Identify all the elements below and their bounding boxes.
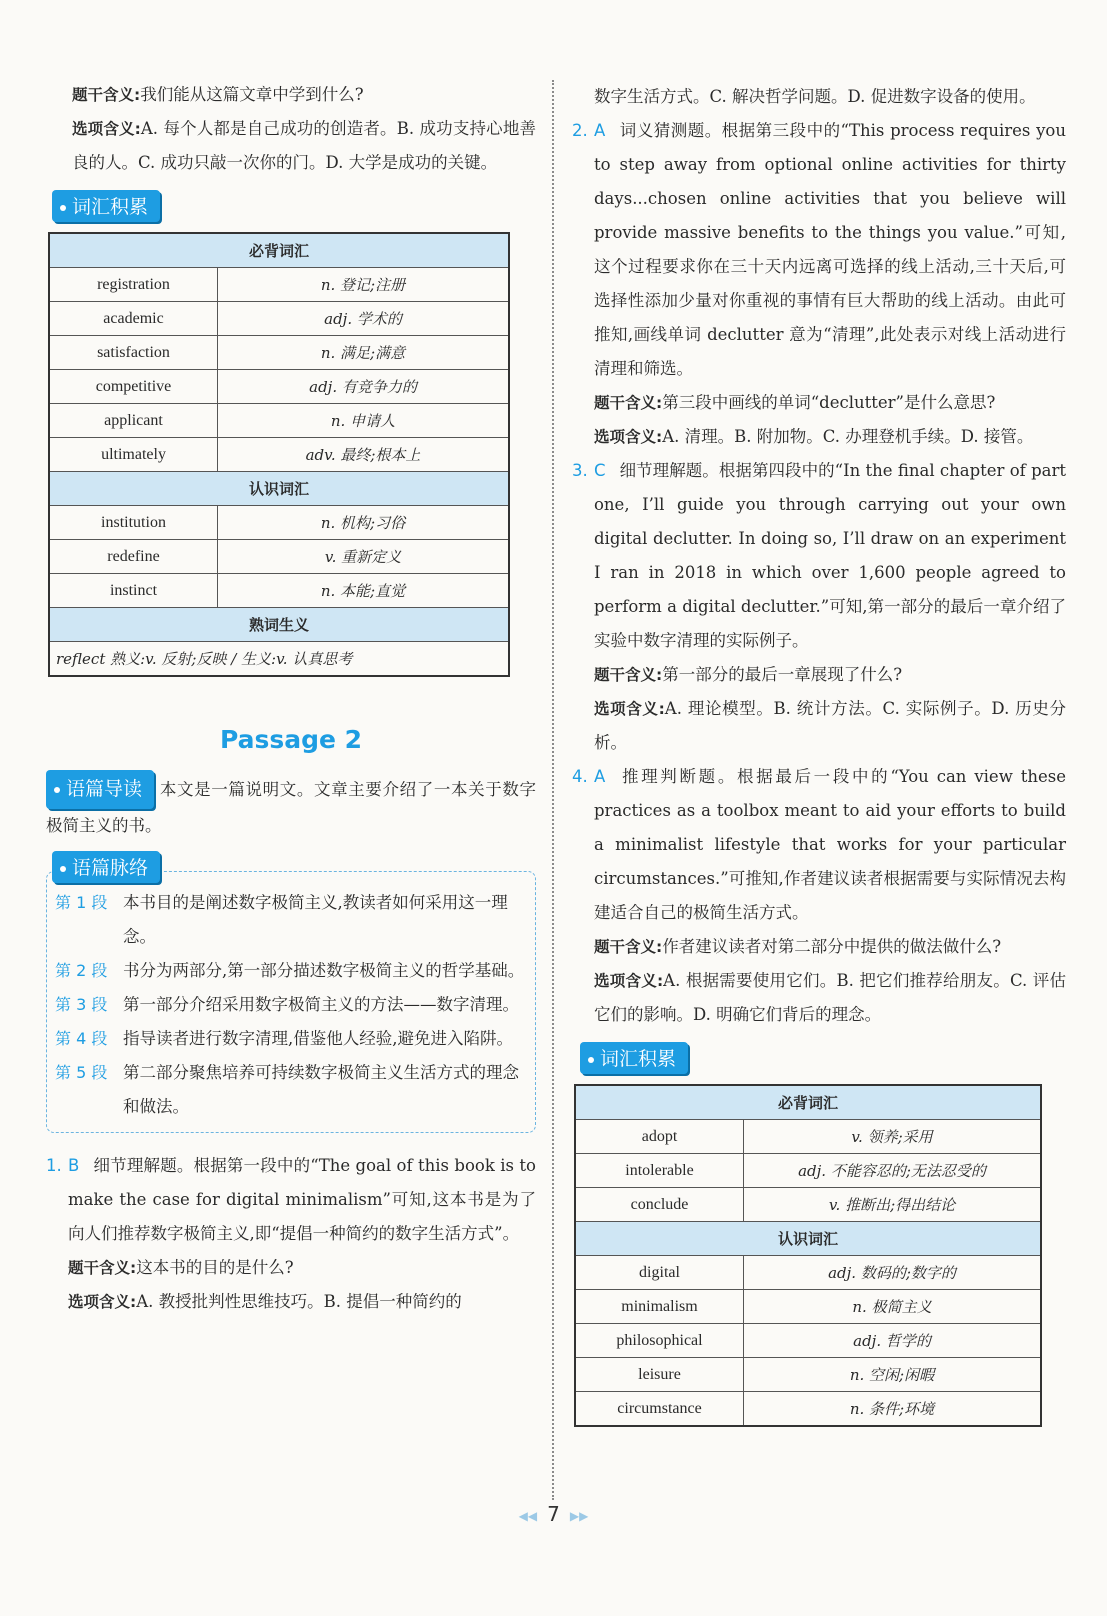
structure-box [46, 871, 536, 1133]
table-row: redefine v. 重新定义 [49, 540, 509, 574]
q3-stem: 题干含义:第一部分的最后一章展现了什么? [594, 665, 903, 684]
q4-explanation: 4. A 推理判断题。根据最后一段中的“You can view these practices as a toolbox meant to aid your efforts to build a minimalist lifestyle that works for your particular circumstances.”可推知,作者建议读者根据需要与实际情况去构建适合自己的极简生活方式。 [572, 767, 1066, 922]
q1-stem: 题干含义:这本书的目的是什么? [68, 1258, 294, 1277]
vocab-header-1: 词汇积累 [52, 190, 536, 222]
q2-options: 选项含义:A. 清理。B. 附加物。C. 办理登机手续。D. 接管。 [594, 427, 1034, 446]
left-column [46, 0, 536, 1319]
q1-options: 选项含义:A. 教授批判性思维技巧。B. 提倡一种简约的 [68, 1292, 462, 1311]
table-row: satisfaction n. 满足;满意 [49, 336, 509, 370]
table-row: intolerable adj. 不能容忍的;无法忍受的 [575, 1154, 1041, 1188]
structure-header: 语篇脉络 [52, 851, 536, 883]
section-must: 必背词汇 [49, 233, 509, 268]
table-row: leisure n. 空闲;闲暇 [575, 1358, 1041, 1392]
prev-arrow-icon: ◀◀ [518, 1508, 538, 1523]
section-recognize: 认识词汇 [575, 1222, 1041, 1256]
column-divider [552, 80, 554, 1500]
guide-paragraph: 语篇导读 本文是一篇说明文。文章主要介绍了一本关于数字极简主义的书。 [46, 770, 536, 843]
table-row: instinct n. 本能;直觉 [49, 574, 509, 608]
table-row: digital adj. 数码的;数字的 [575, 1256, 1041, 1290]
vocab-header-2: 词汇积累 [580, 1042, 1066, 1074]
table-row: ultimately adv. 最终;根本上 [49, 438, 509, 472]
page-number: ◀◀ 7 ▶▶ [518, 1502, 589, 1526]
list-item: 第 3 段 第一部分介绍采用数字极简主义的方法——数字清理。 [55, 995, 519, 1014]
table-row: adopt v. 领养;采用 [575, 1120, 1041, 1154]
bullet-icon [588, 1057, 594, 1063]
table-row: philosophical adj. 哲学的 [575, 1324, 1041, 1358]
table-row: minimalism n. 极简主义 [575, 1290, 1041, 1324]
q4-options: 选项含义:A. 每个人都是自己成功的创造者。B. 成功支持心地善良的人。C. 成功只敲一次你的门。D. 大学是成功的关键。 [72, 119, 536, 172]
q3-options: 选项含义:A. 理论模型。B. 统计方法。C. 实际例子。D. 历史分析。 [594, 699, 1066, 752]
vocab-table-2 [574, 1084, 1042, 1427]
q4-stem-right: 题干含义:作者建议读者对第二部分中提供的做法做什么? [594, 937, 1002, 956]
next-arrow-icon: ▶▶ [569, 1508, 589, 1523]
table-row: institution n. 机构;习俗 [49, 506, 509, 540]
passage-title: Passage 2 [219, 725, 363, 754]
guide-header: 语篇导读 [46, 770, 154, 809]
q4-stem: 题干含义:我们能从这篇文章中学到什么? [72, 85, 364, 104]
list-item: 第 4 段 指导读者进行数字清理,借鉴他人经验,避免进入陷阱。 [55, 1029, 513, 1048]
table-row: circumstance n. 条件;环境 [575, 1392, 1041, 1427]
vocab-table-1 [48, 232, 510, 677]
table-row: conclude v. 推断出;得出结论 [575, 1188, 1041, 1222]
q1-options-continued: 数字生活方式。C. 解决哲学问题。D. 促进数字设备的使用。 [594, 87, 1036, 106]
bullet-icon [54, 787, 60, 793]
q3-explanation: 3. C 细节理解题。根据第四段中的“In the final chapter of part one, I’ll guide you through carrying out your own digital declutter. In doing so, I’ll draw on an experiment I ran in 2018 in which over 1,600 people agreed to perform a digital declutter.”可知,第一部分的最后一章介绍了实验中数字清理的实际例子。 [572, 461, 1066, 650]
q4-options-right: 选项含义:A. 根据需要使用它们。B. 把它们推荐给朋友。C. 评估它们的影响。D. 明确它们背后的理念。 [594, 971, 1067, 1024]
table-row: reflect 熟义:v. 反射;反映 / 生义:v. 认真思考 [49, 642, 509, 677]
table-row: academic adj. 学术的 [49, 302, 509, 336]
section-recognize: 认识词汇 [49, 472, 509, 506]
q2-explanation: 2. A 词义猜测题。根据第三段中的“This process requires you to step away from optional online activities for thirty days...chosen online activities that you believe will provide massive benefits to the things you value.”可知,这个过程要求你在三十天内远离可选择的线上活动,三十天后,可选择性添加少量对你重视的事情有巨大帮助的线上活动。由此可推知,画线单词 declutter 意为“清理”,此处表示对线上活动进行清理和筛选。 [572, 121, 1066, 378]
section-familiar: 熟词生义 [49, 608, 509, 642]
bullet-icon [60, 866, 66, 872]
right-column [572, 0, 1066, 1427]
q2-stem: 题干含义:第三段中画线的单词“declutter”是什么意思? [594, 393, 996, 412]
list-item: 第 2 段 书分为两部分,第一部分描述数字极简主义的哲学基础。 [55, 961, 525, 980]
bullet-icon [60, 205, 66, 211]
table-row: applicant n. 申请人 [49, 404, 509, 438]
list-item: 第 5 段 第二部分聚焦培养可持续数字极简主义生活方式的理念和做法。 [55, 1063, 519, 1116]
list-item: 第 1 段 本书目的是阐述数字极简主义,教读者如何采用这一理念。 [55, 893, 508, 946]
table-row: registration n. 登记;注册 [49, 268, 509, 302]
table-row: competitive adj. 有竞争力的 [49, 370, 509, 404]
q1-explanation: 1. B 细节理解题。根据第一段中的“The goal of this book is to make the case for digital minimalism”可知,这本书是为了向人们推荐数字极简主义,即“提倡一种简约的数字生活方式”。 [46, 1156, 536, 1243]
section-must: 必背词汇 [575, 1085, 1041, 1120]
